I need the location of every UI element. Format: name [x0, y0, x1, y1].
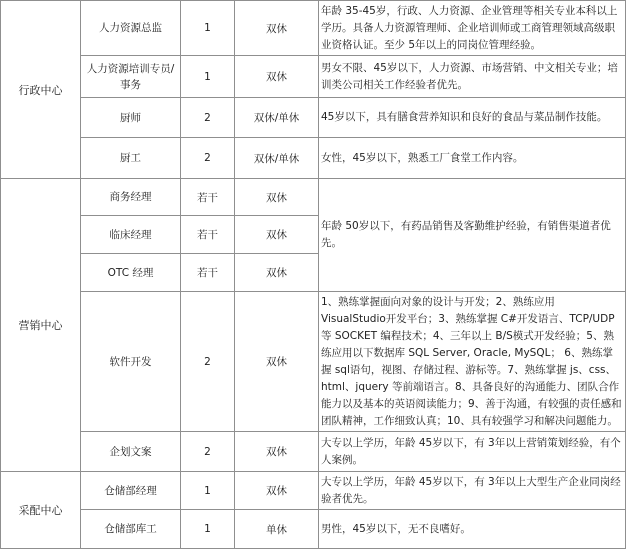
rest-cell: 双休: [235, 1, 319, 56]
department-cell: 营销中心: [1, 179, 81, 472]
count-cell: 若干: [181, 216, 235, 254]
count-cell: 2: [181, 292, 235, 432]
requirement-cell: 年龄 50岁以下，有药品销售及客勤维护经验，有销售渠道者优先。: [319, 179, 626, 292]
count-cell: 若干: [181, 254, 235, 292]
table-row: [1, 179, 626, 216]
count-cell: 若干: [181, 179, 235, 216]
requirement-cell: 男女不限、45岁以下，人力资源、市场营销、中文相关专业；培训类公司相关工作经验者优先。: [319, 56, 626, 98]
count-cell: 1: [181, 56, 235, 98]
count-cell: 1: [181, 472, 235, 510]
table-row: [1, 510, 626, 549]
rest-cell: 双休: [235, 56, 319, 98]
requirement-cell: 女性，45岁以下，熟悉工厂食堂工作内容。: [319, 138, 626, 179]
department-cell: 行政中心: [1, 1, 81, 179]
requirement-cell: 大专以上学历，年龄 45岁以下，有 3年以上营销策划经验，有个人案例。: [319, 432, 626, 472]
count-cell: 1: [181, 510, 235, 549]
requirement-cell: 年龄 35-45岁，行政、人力资源、企业管理等相关专业本科以上学历。具备人力资源管理师、企业培训师或工商管理领域高级职业资格认证。至少 5年以上的同岗位管理经验。: [319, 1, 626, 56]
table-row: [1, 98, 626, 138]
requirement-cell: 男性，45岁以下，无不良嗜好。: [319, 510, 626, 549]
position-cell: 仓储部库工: [81, 510, 181, 549]
rest-cell: 单休: [235, 510, 319, 549]
rest-cell: 双休: [235, 292, 319, 432]
position-cell: OTC 经理: [81, 254, 181, 292]
count-cell: 2: [181, 98, 235, 138]
table-row: [1, 1, 626, 56]
count-cell: 1: [181, 1, 235, 56]
rest-cell: 双休/单休: [235, 98, 319, 138]
table-row: [1, 138, 626, 179]
rest-cell: 双休: [235, 179, 319, 216]
position-cell: 人力资源总监: [81, 1, 181, 56]
position-cell: 商务经理: [81, 179, 181, 216]
count-cell: 2: [181, 138, 235, 179]
position-cell: 仓储部经理: [81, 472, 181, 510]
position-cell: 软件开发: [81, 292, 181, 432]
table-row: [1, 292, 626, 432]
requirement-cell: 45岁以下，具有膳食营养知识和良好的食品与菜品制作技能。: [319, 98, 626, 138]
position-cell: 企划文案: [81, 432, 181, 472]
count-cell: 2: [181, 432, 235, 472]
rest-cell: 双休: [235, 216, 319, 254]
table-row: [1, 56, 626, 98]
requirement-cell: 大专以上学历，年龄 45岁以下，有 3年以上大型生产企业同岗经验者优先。: [319, 472, 626, 510]
requirement-cell: 1、熟练掌握面向对象的设计与开发；2、熟练应用 VisualStudio开发平台；3、熟练掌握 C#开发语言、TCP/UDP 等 SOCKET 编程技术；4、三年以上 B/S模式开发经验；5、熟练应用以下数据库 SQL Server, Oracle, MySQL； 6、熟练掌握 sql语句，视图、存储过程、游标等。7、熟练掌握 js、css、html、jquery 等前端语言。8、具备良好的沟通能力、团队合作能力以及基本的英语阅读能力；9、善于沟通，有较强的责任感和团队精神，工作细致认真；10、具有较强学习和解决问题能力。: [319, 292, 626, 432]
position-cell: 人力资源培训专员/事务: [81, 56, 181, 98]
rest-cell: 双休: [235, 472, 319, 510]
rest-cell: 双休: [235, 254, 319, 292]
rest-cell: 双休: [235, 432, 319, 472]
position-cell: 厨工: [81, 138, 181, 179]
table-row: [1, 432, 626, 472]
position-cell: 厨师: [81, 98, 181, 138]
position-cell: 临床经理: [81, 216, 181, 254]
rest-cell: 双休/单休: [235, 138, 319, 179]
department-cell: 采配中心: [1, 472, 81, 549]
table-row: [1, 472, 626, 510]
